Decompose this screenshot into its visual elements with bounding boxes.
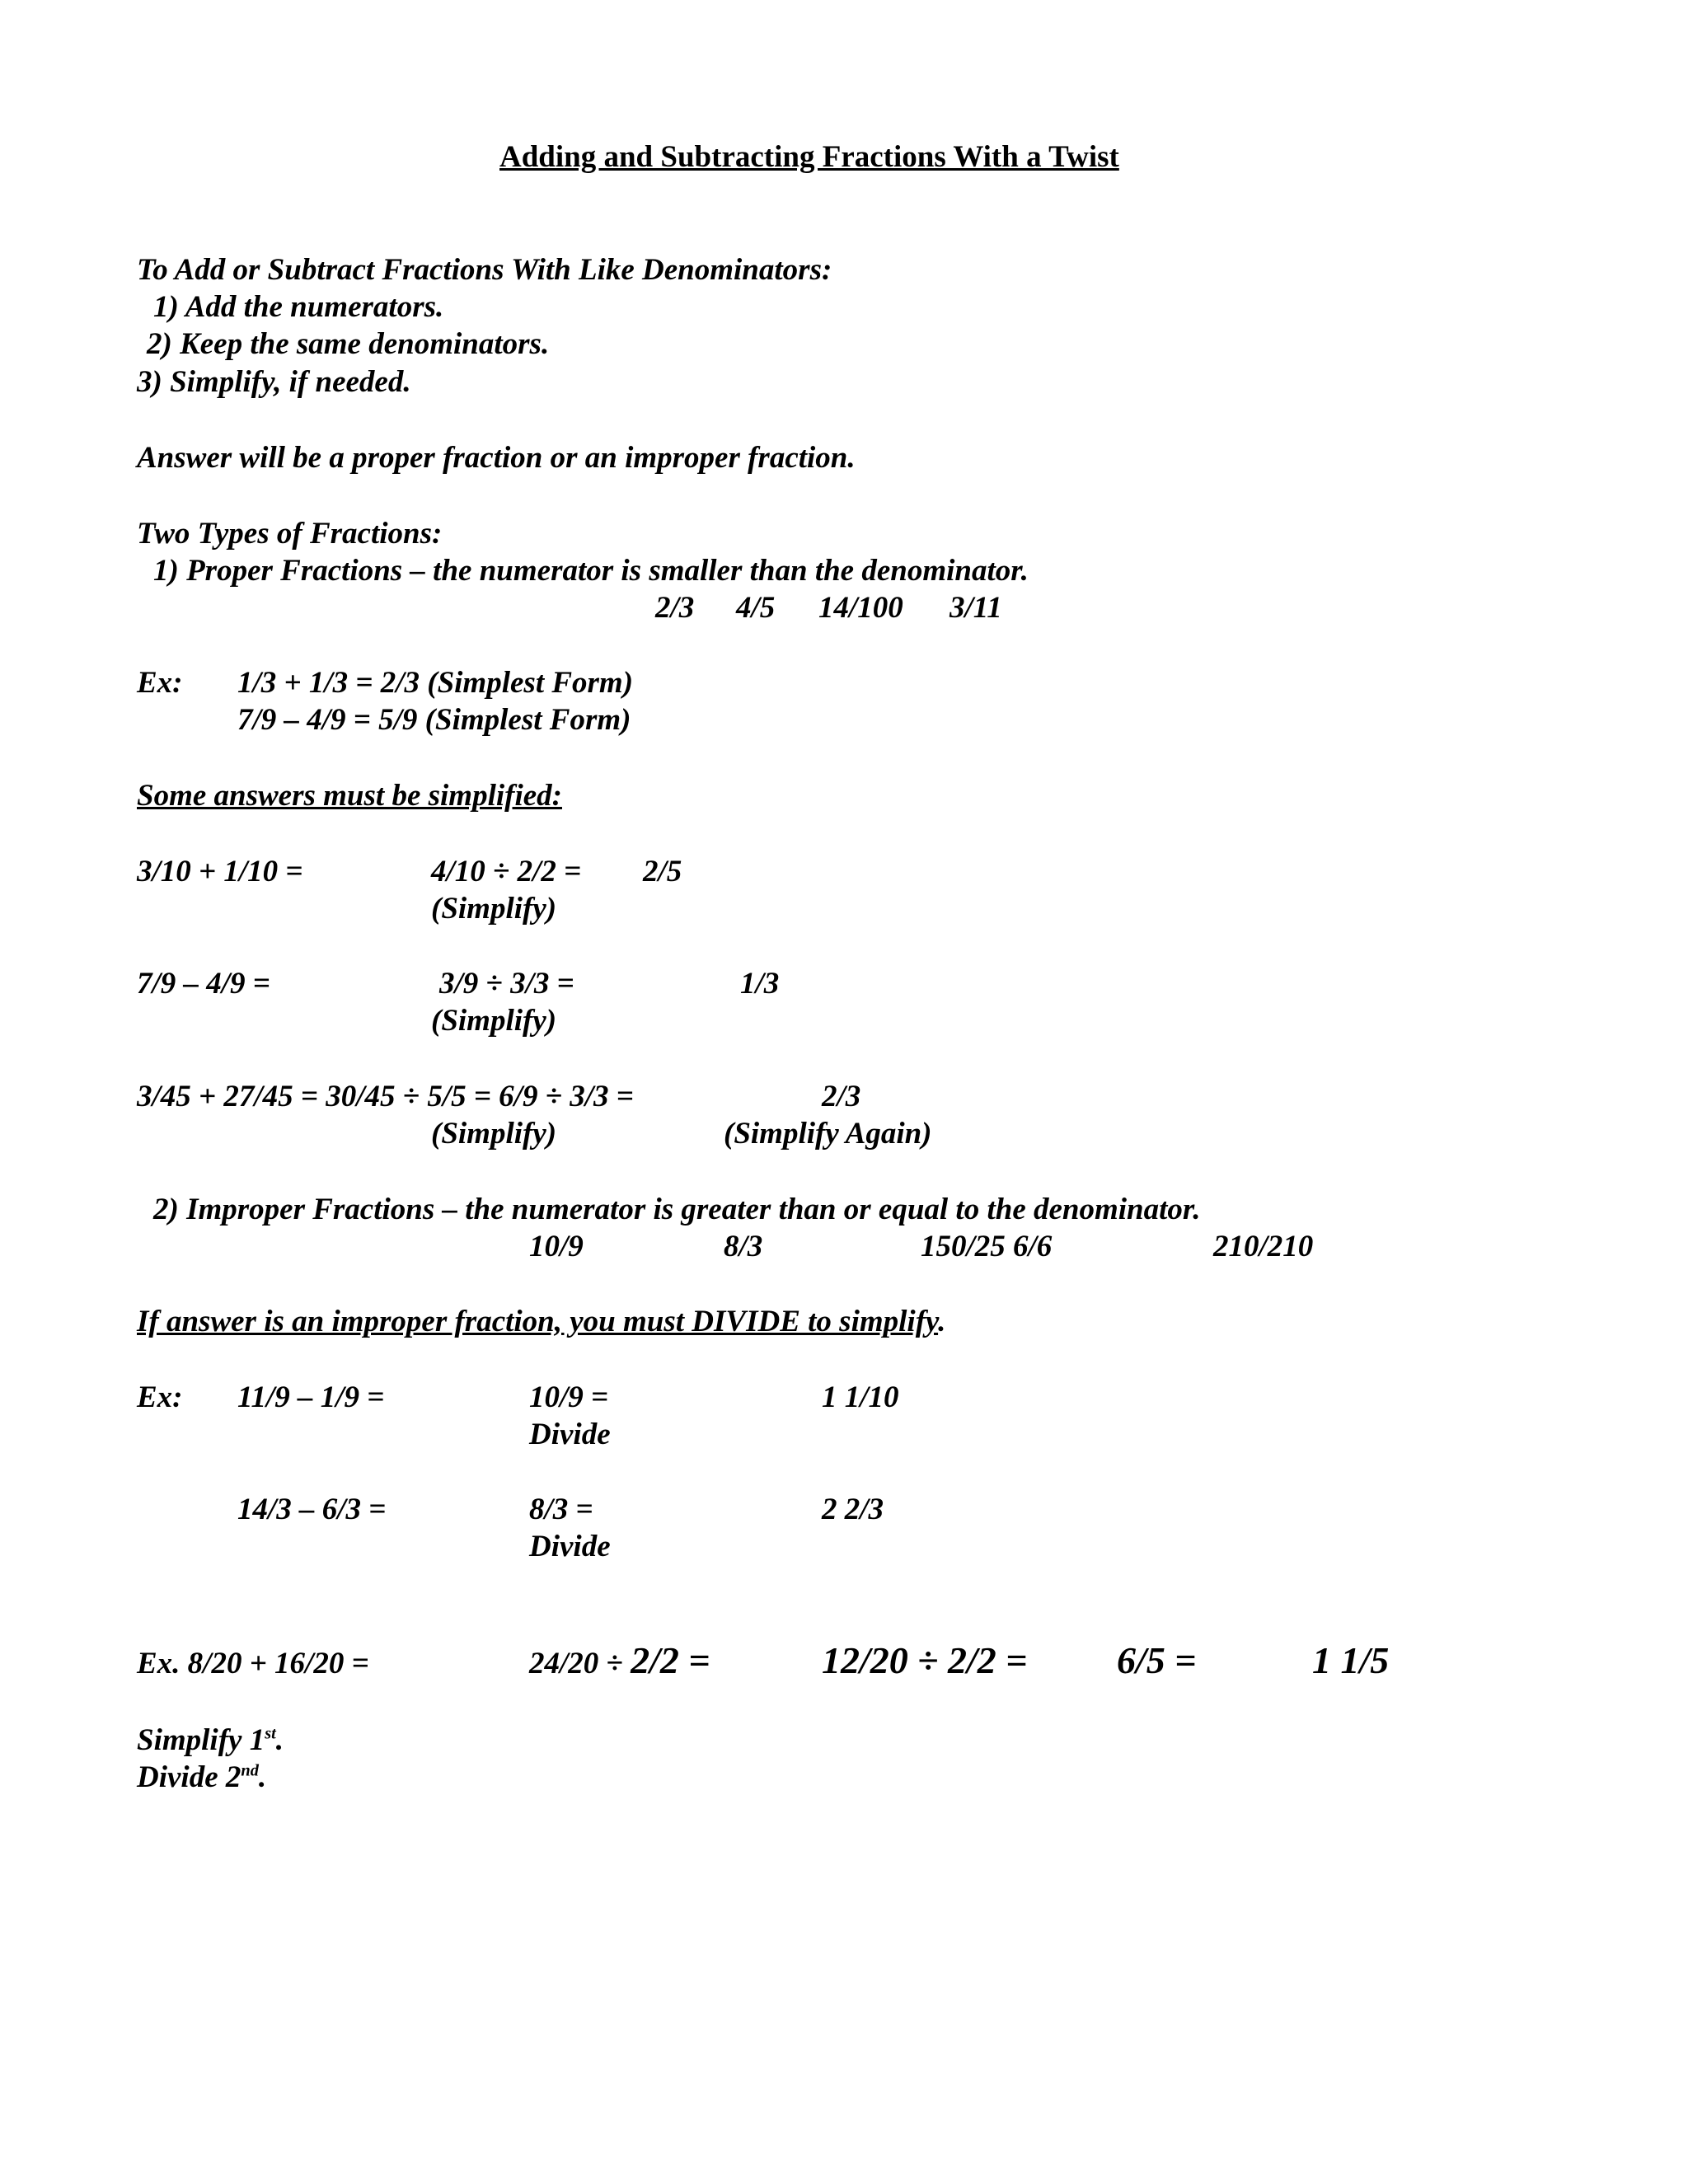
simplify-step: 3/9 ÷ 3/3 = [439,967,574,1001]
simplify-step: 4/10 ÷ 2/2 = [431,855,582,888]
proper-example: 14/100 [818,591,903,625]
proper-example: 4/5 [736,591,776,625]
example-label: Ex: [137,666,183,700]
divide-step: 10/9 = [529,1380,609,1414]
improper-example: 150/25 6/6 [921,1230,1053,1263]
improper-example: 210/210 [1213,1230,1314,1263]
simplify-heading: Some answers must be simplified: [137,779,562,813]
proper-definition: 1) Proper Fractions – the numerator is smaller than the denominator. [153,554,1029,588]
simplify-note: (Simplify) [431,1004,557,1038]
page-title: Adding and Subtracting Fractions With a Twist [499,140,1119,174]
divide-result: 1 1/10 [822,1380,899,1414]
divide-note: Divide [529,1530,611,1563]
final-step-2: 12/20 ÷ 2/2 = [822,1639,1028,1681]
simplify-result: 1/3 [740,967,780,1001]
footer-line1-sup: st [265,1724,276,1743]
simplify-note: (Simplify Again) [724,1117,932,1151]
divide-expr: 11/9 – 1/9 = [237,1380,385,1414]
answer-note: Answer will be a proper fraction or an improper fraction. [137,441,856,475]
rule-step-3: 3) Simplify, if needed. [137,365,411,399]
simplify-note: (Simplify) [431,892,557,926]
improper-example: 8/3 [724,1230,763,1263]
divide-heading [137,1306,945,1337]
improper-definition: 2) Improper Fractions – the numerator is greater than or equal to the denominator. [153,1193,1201,1226]
final-step-1b: 2/2 = [631,1639,710,1681]
footer-line2-end: . [258,1760,267,1794]
footer-line1-end: . [275,1723,284,1757]
final-step-1 [529,1639,710,1681]
simplify-expr: 3/45 + 27/45 = 30/45 ÷ 5/5 = 6/9 ÷ 3/3 = [137,1080,634,1113]
example-line: 7/9 – 4/9 = 5/9 (Simplest Form) [237,703,631,737]
footer-line2-sup: nd [241,1761,259,1780]
divide-heading-text: If answer is an improper fraction, you must DIVIDE to simplify [137,1305,939,1338]
rule-step-2: 2) Keep the same denominators. [147,327,550,361]
example-label: Ex: [137,1380,183,1414]
footer-divide-second [137,1762,266,1793]
proper-example: 3/11 [950,591,1002,625]
example-line: 1/3 + 1/3 = 2/3 (Simplest Form) [237,666,634,700]
divide-note: Divide [529,1418,611,1451]
final-step-3: 6/5 = [1117,1639,1197,1681]
footer-simplify-first [137,1725,284,1755]
divide-result: 2 2/3 [822,1493,884,1526]
final-example-label: Ex. 8/20 + 16/20 = [137,1647,369,1680]
rules-heading: To Add or Subtract Fractions With Like Denominators: [137,253,832,287]
simplify-result: 2/3 [822,1080,861,1113]
divide-heading-period: . [938,1305,946,1338]
final-result: 1 1/5 [1312,1639,1390,1681]
rule-step-1: 1) Add the numerators. [153,290,444,324]
footer-line1-text: Simplify 1 [137,1723,265,1757]
proper-example: 2/3 [655,591,695,625]
simplify-expr: 7/9 – 4/9 = [137,967,270,1001]
simplify-expr: 3/10 + 1/10 = [137,855,303,888]
simplify-result: 2/5 [643,855,682,888]
divide-expr: 14/3 – 6/3 = [237,1493,387,1526]
footer-line2-text: Divide 2 [137,1760,241,1794]
divide-step: 8/3 = [529,1493,593,1526]
improper-example: 10/9 [529,1230,584,1263]
final-step-1a: 24/20 ÷ [529,1647,623,1680]
types-heading: Two Types of Fractions: [137,517,443,551]
simplify-note: (Simplify) [431,1117,557,1151]
